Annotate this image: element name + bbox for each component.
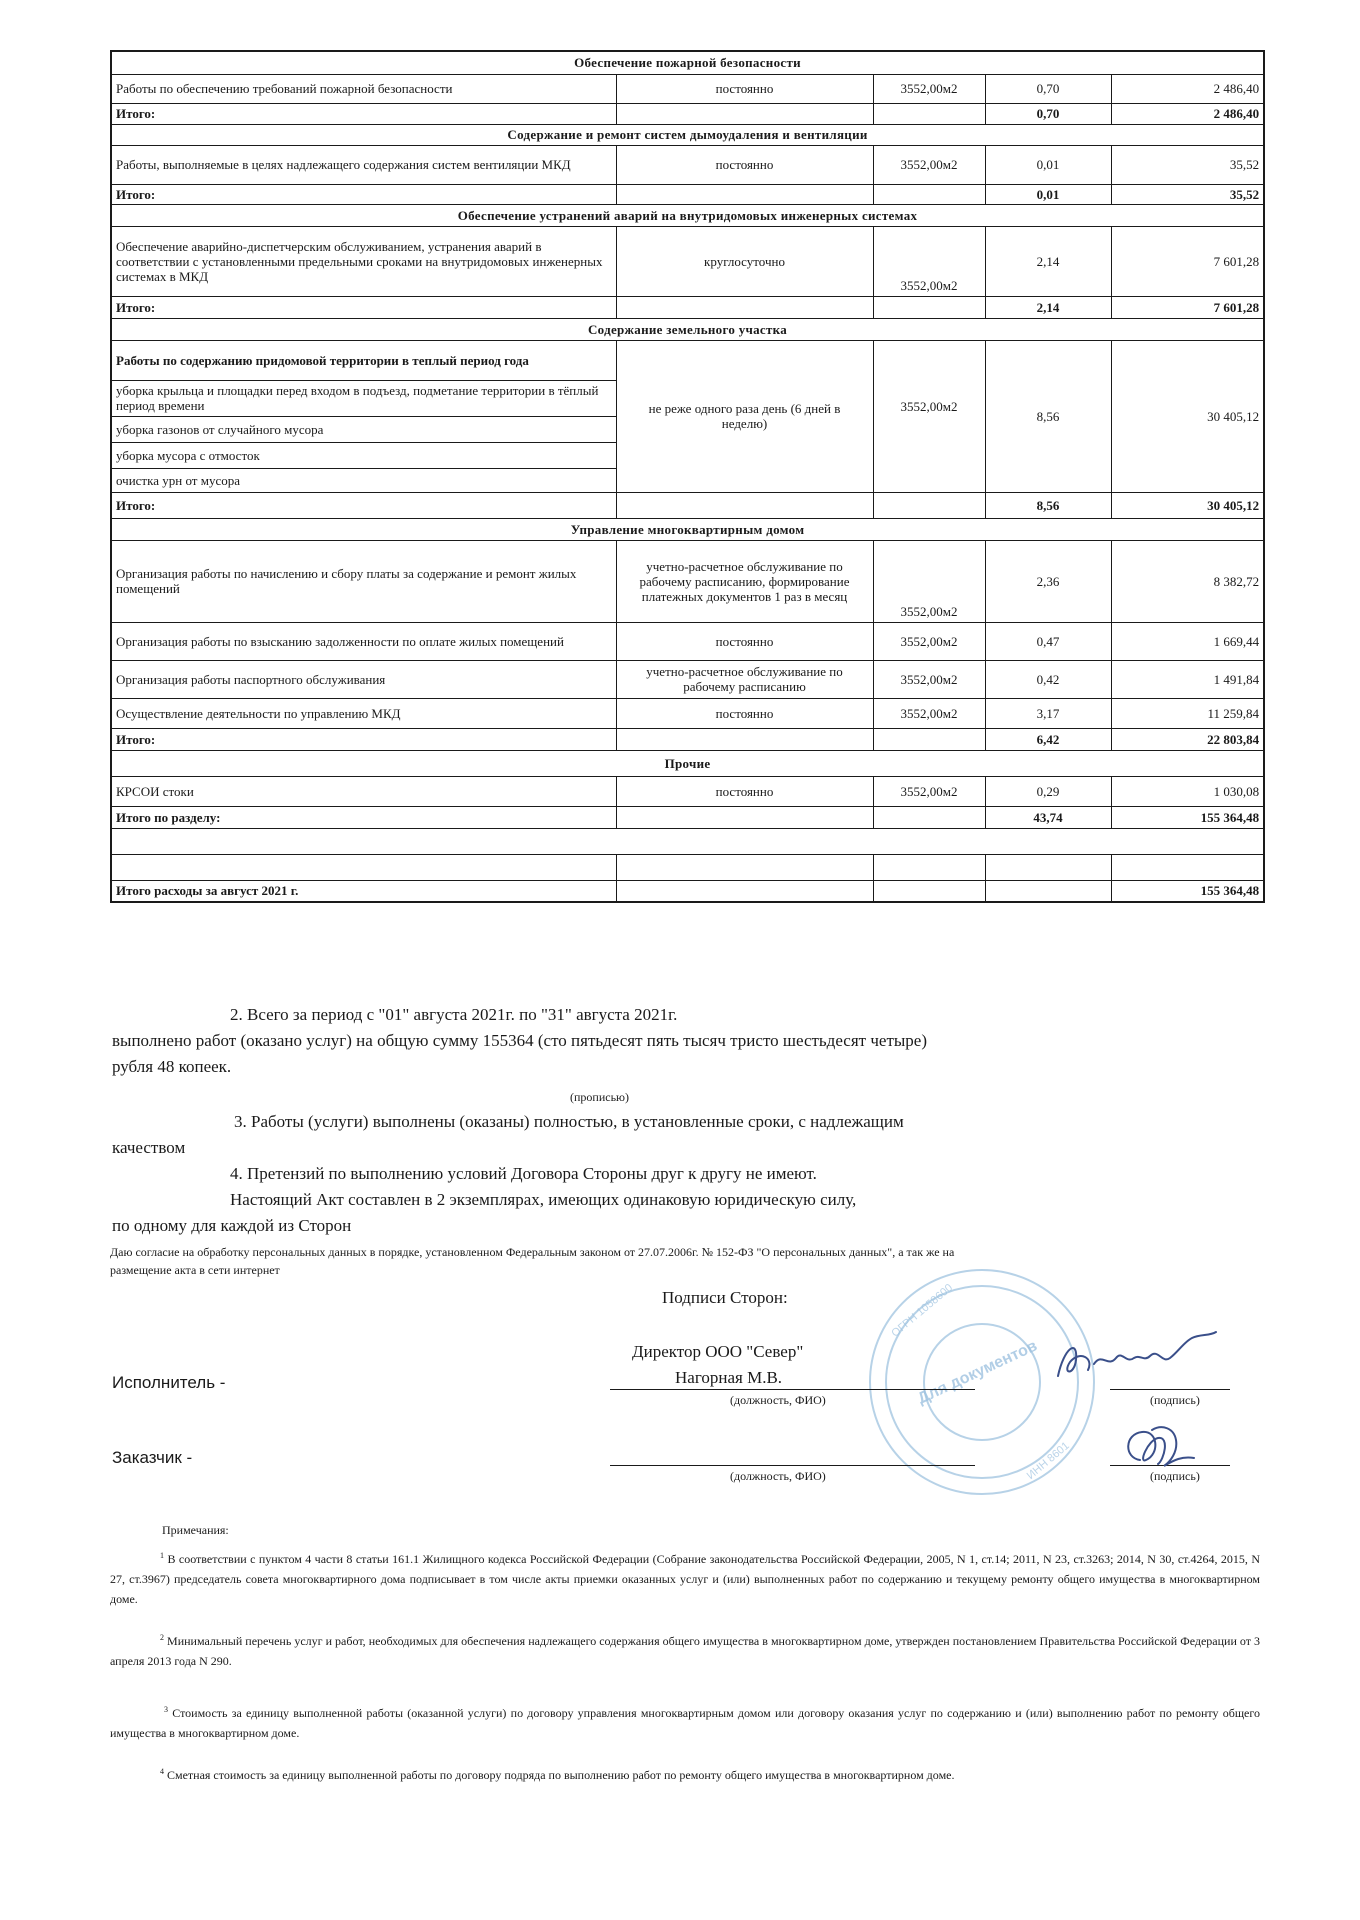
signatures-heading: Подписи Сторон: (662, 1288, 788, 1307)
service-rate: 0,42 (985, 660, 1111, 698)
service-name: Работы по обеспечению требований пожарной безопасности (111, 74, 616, 103)
table-row (111, 340, 1264, 380)
service-name: очистка урн от мусора (111, 468, 616, 492)
section-title: Обеспечение устранений аварий на внутридомовых инженерных системах (111, 204, 1264, 226)
service-unit: 3552,00м2 (873, 540, 985, 622)
executor-position: Директор ООО "Север" (632, 1342, 804, 1361)
customer-label: Заказчик - (112, 1448, 193, 1467)
note-text: Сметная стоимость за единицу выполненной работы по договору подряда по выполнению работ по ремонту общего имущества в многоквартирном доме. (167, 1768, 955, 1782)
executor-signature-line (1110, 1389, 1230, 1390)
paragraph-4: 4. Претензий по выполнению условий Договора Стороны друг к другу не имеют. (230, 1164, 817, 1183)
total-label: Итого: (111, 296, 616, 318)
service-sum: 8 382,72 (1111, 540, 1264, 622)
grand-total-row (111, 880, 1264, 902)
services-table (110, 50, 1265, 903)
section-total-rate: 43,74 (985, 806, 1111, 828)
customer-signature-icon (1118, 1420, 1198, 1476)
section-header-row (111, 204, 1264, 226)
paragraph-5-line-1: Настоящий Акт составлен в 2 экземплярах, имеющих одинаковую юридическую силу, (230, 1190, 857, 1209)
note-text: Стоимость за единицу выполненной работы (оказанной услуги) по договору управления многоквартирным домом или договору оказания услуг по содержанию и (или) выполнению работ по ремонту общего имущества в многоквартирном доме. (110, 1706, 1261, 1740)
service-rate: 3,17 (985, 698, 1111, 728)
total-sum: 7 601,28 (1111, 296, 1264, 318)
svg-text:ОГРН 1058600: ОГРН 1058600 (889, 1281, 956, 1340)
note-2 (110, 1628, 1260, 1671)
note-text: В соответствии с пунктом 4 части 8 статьи 161.1 Жилищного кодекса Российской Федерации (Собрание законодательства Российской Федерации, 2005, N 1, ст.14; 2011, N 23, ст.3263; 2014, N 30, ст.4264, 2015, N 27, ст.3967) председатель совета многоквартирного дома подписывает в том числе акты приемки оказанных услуг и (или) выполненных работ по содержанию и текущему ремонту общего имущества в многоквартирном доме. (110, 1552, 1261, 1606)
table-row (111, 540, 1264, 622)
note-number: 3 (164, 1705, 168, 1714)
service-unit: 3552,00м2 (873, 74, 985, 103)
paragraph-2-line-1: 2. Всего за период с "01" августа 2021г. по "31" августа 2021г. (230, 1005, 678, 1024)
paragraph-5-line-2: по одному для каждой из Сторон (112, 1216, 352, 1235)
executor-label: Исполнитель - (112, 1373, 226, 1392)
service-frequency: постоянно (616, 74, 873, 103)
consent-line-1: Даю согласие на обработку персональных данных в порядке, установленном Федеральным законом от 27.07.2006г. № 152-ФЗ "О персональных данных", а так же на (110, 1245, 955, 1259)
executor-name: Нагорная М.В. (675, 1368, 783, 1387)
svg-text:ИНН 8601: ИНН 8601 (1024, 1439, 1072, 1482)
total-row (111, 296, 1264, 318)
section-header-row (111, 750, 1264, 776)
total-label: Итого: (111, 492, 616, 518)
service-sum: 1 491,84 (1111, 660, 1264, 698)
note-1 (110, 1546, 1260, 1609)
service-sum: 1 030,08 (1111, 776, 1264, 806)
section-total-sum: 155 364,48 (1111, 806, 1264, 828)
total-rate: 2,14 (985, 296, 1111, 318)
section-title: Содержание и ремонт систем дымоудаления и вентиляции (111, 124, 1264, 145)
total-label: Итого: (111, 184, 616, 204)
total-sum: 2 486,40 (1111, 103, 1264, 124)
service-name: Работы по содержанию придомовой территории в теплый период года (111, 340, 616, 380)
service-rate: 0,70 (985, 74, 1111, 103)
service-sum: 30 405,12 (1111, 340, 1264, 492)
section-header-row (111, 318, 1264, 340)
service-rate: 2,36 (985, 540, 1111, 622)
service-rate: 0,01 (985, 145, 1111, 184)
service-frequency: постоянно (616, 776, 873, 806)
table-row (111, 776, 1264, 806)
total-rate: 0,01 (985, 184, 1111, 204)
section-title: Управление многоквартирным домом (111, 518, 1264, 540)
executor-position-caption: (должность, ФИО) (730, 1393, 826, 1407)
propisyu-caption: (прописью) (570, 1090, 630, 1104)
section-header-row (111, 518, 1264, 540)
paragraph-3-line-2: качеством (112, 1138, 186, 1157)
total-row (111, 728, 1264, 750)
total-row (111, 103, 1264, 124)
service-unit: 3552,00м2 (873, 622, 985, 660)
service-name: Организация работы по начислению и сбору платы за содержание и ремонт жилых помещений (111, 540, 616, 622)
service-frequency: круглосуточно (616, 226, 873, 296)
service-sum: 11 259,84 (1111, 698, 1264, 728)
service-name: Организация работы паспортного обслуживания (111, 660, 616, 698)
service-sum: 2 486,40 (1111, 74, 1264, 103)
note-text: Минимальный перечень услуг и работ, необходимых для обеспечения надлежащего содержания общего имущества в многоквартирном доме, утвержден постановлением Правительства Российской Федерации от 3 апреля 2013 года N 290. (110, 1634, 1261, 1668)
note-number: 2 (160, 1633, 164, 1642)
paragraph-2-line-2: выполнено работ (оказано услуг) на общую сумму 155364 (сто пятьдесят пять тысяч тристо шестьдесят четыре) (112, 1031, 927, 1050)
service-unit: 3552,00м2 (873, 226, 985, 296)
total-sum: 30 405,12 (1111, 492, 1264, 518)
service-sum: 1 669,44 (1111, 622, 1264, 660)
service-rate: 8,56 (985, 340, 1111, 492)
grand-total-label: Итого расходы за август 2021 г. (111, 880, 616, 902)
total-rate: 8,56 (985, 492, 1111, 518)
service-frequency: учетно-расчетное обслуживание по рабочему расписанию (616, 660, 873, 698)
section-total-row (111, 806, 1264, 828)
table-row (111, 226, 1264, 296)
note-number: 1 (160, 1551, 164, 1560)
service-name: Осуществление деятельности по управлению МКД (111, 698, 616, 728)
customer-position-line (610, 1465, 975, 1466)
service-name: Работы, выполняемые в целях надлежащего содержания систем вентиляции МКД (111, 145, 616, 184)
section-title: Содержание земельного участка (111, 318, 1264, 340)
grand-total-sum: 155 364,48 (1111, 880, 1264, 902)
customer-signature-caption: (подпись) (1150, 1469, 1200, 1483)
service-rate: 2,14 (985, 226, 1111, 296)
total-label: Итого: (111, 103, 616, 124)
table-row (111, 622, 1264, 660)
empty-row (111, 854, 1264, 880)
executor-position-line (610, 1389, 975, 1390)
section-header-row (111, 51, 1264, 74)
section-header-row (111, 124, 1264, 145)
paragraph-2-line-3: рубля 48 копеек. (112, 1057, 232, 1076)
service-name: уборка крыльца и площадки перед входом в подъезд, подметание территории в тёплый период времени (111, 380, 616, 416)
notes-heading: Примечания: (162, 1523, 229, 1537)
total-sum: 22 803,84 (1111, 728, 1264, 750)
service-name: уборка газонов от случайного мусора (111, 416, 616, 442)
service-name: уборка мусора с отмосток (111, 442, 616, 468)
section-total-label: Итого по разделу: (111, 806, 616, 828)
table-row (111, 74, 1264, 103)
service-name: Организация работы по взысканию задолженности по оплате жилых помещений (111, 622, 616, 660)
total-rate: 6,42 (985, 728, 1111, 750)
service-name: Обеспечение аварийно-диспетчерским обслуживанием, устранения аварий в соответствии с установленными предельными сроками на внутридомовых инженерных системах в МКД (111, 226, 616, 296)
section-title: Обеспечение пожарной безопасности (111, 51, 1264, 74)
executor-signature-caption: (подпись) (1150, 1393, 1200, 1407)
service-frequency: постоянно (616, 622, 873, 660)
customer-position-caption: (должность, ФИО) (730, 1469, 826, 1483)
executor-signature-icon (1050, 1328, 1220, 1388)
service-frequency: постоянно (616, 698, 873, 728)
total-rate: 0,70 (985, 103, 1111, 124)
total-sum: 35,52 (1111, 184, 1264, 204)
paragraph-3-line-1: 3. Работы (услуги) выполнены (оказаны) полностью, в установленные сроки, с надлежащим (234, 1112, 904, 1131)
empty-row (111, 828, 1264, 854)
note-4 (110, 1762, 1260, 1785)
service-rate: 0,29 (985, 776, 1111, 806)
total-label: Итого: (111, 728, 616, 750)
service-sum: 7 601,28 (1111, 226, 1264, 296)
service-frequency: учетно-расчетное обслуживание по рабочему расписанию, формирование платежных документов 1 раз в месяц (616, 540, 873, 622)
table-row (111, 145, 1264, 184)
note-3 (110, 1700, 1260, 1743)
service-unit: 3552,00м2 (873, 698, 985, 728)
total-row (111, 492, 1264, 518)
section-title: Прочие (111, 750, 1264, 776)
service-unit: 3552,00м2 (873, 660, 985, 698)
note-number: 4 (160, 1767, 164, 1776)
consent-line-2: размещение акта в сети интернет (110, 1263, 280, 1277)
service-rate: 0,47 (985, 622, 1111, 660)
service-name: КРСОИ стоки (111, 776, 616, 806)
service-unit: 3552,00м2 (873, 776, 985, 806)
total-row (111, 184, 1264, 204)
table-row (111, 698, 1264, 728)
service-unit: 3552,00м2 (873, 340, 985, 492)
service-sum: 35,52 (1111, 145, 1264, 184)
service-unit: 3552,00м2 (873, 145, 985, 184)
service-frequency: не реже одного раза день (6 дней в неделю) (616, 340, 873, 492)
service-frequency: постоянно (616, 145, 873, 184)
stamp-text: Для документов (915, 1337, 1040, 1408)
table-row (111, 660, 1264, 698)
